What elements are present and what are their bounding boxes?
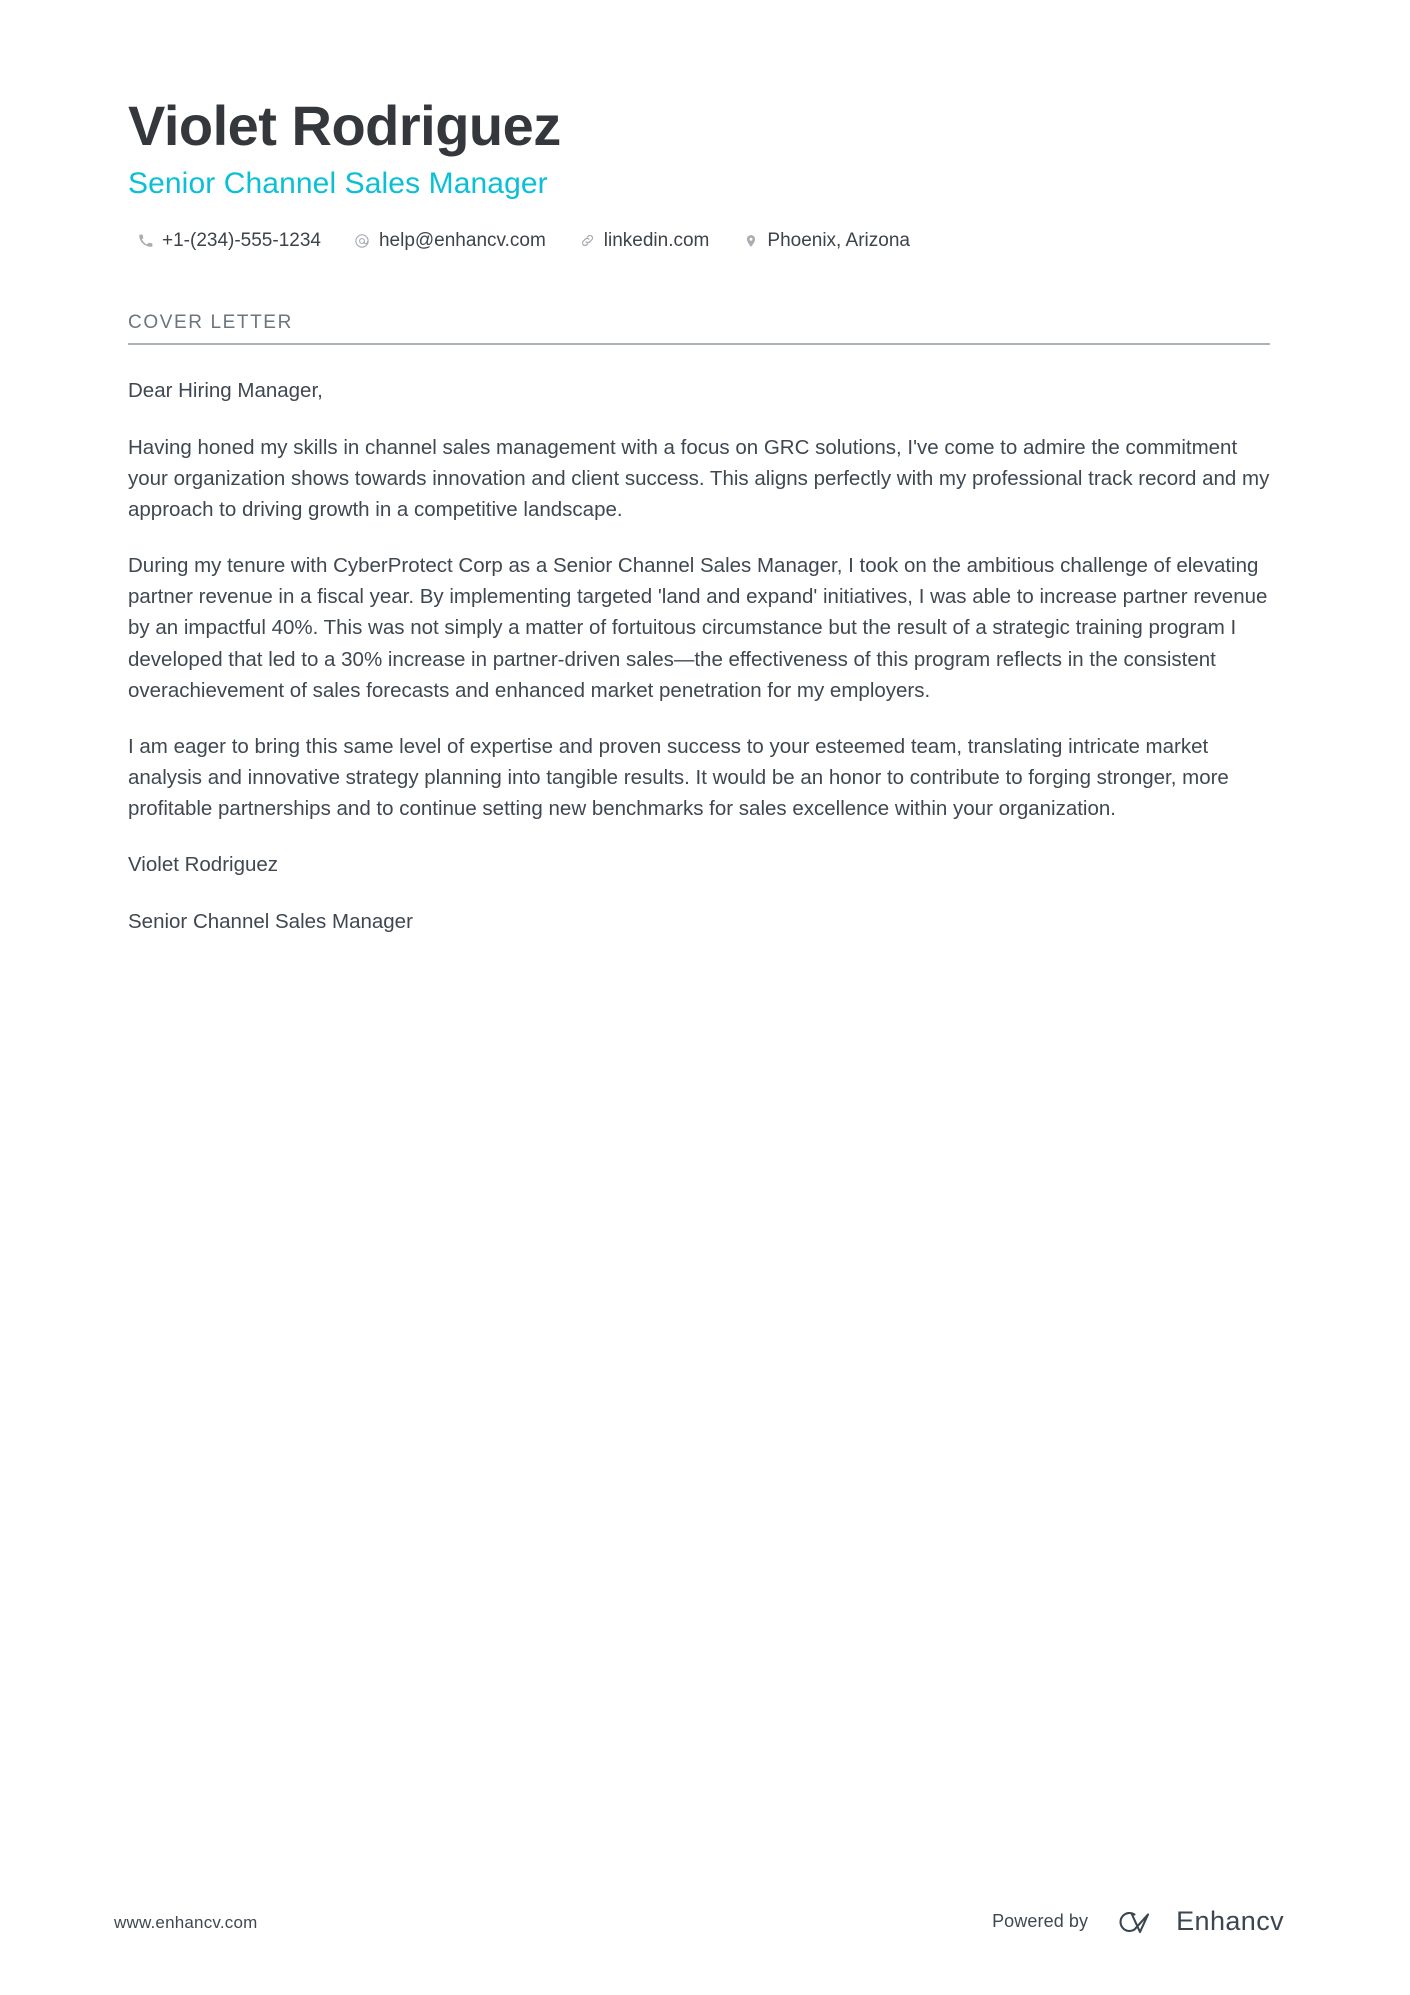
applicant-job-title: Senior Channel Sales Manager — [128, 167, 548, 201]
letter-paragraph-1: Having honed my skills in channel sales management with a focus on GRC solutions, I've come to admire the commitment your organization shows towards innovation and client success. This aligns perfectly with my professional track record and my approach to driving growth in a competitive landscape. — [128, 435, 1270, 521]
enhancv-infinity-logo-icon — [1110, 1908, 1162, 1936]
letter-paragraph-2: During my tenure with CyberProtect Corp as a Senior Channel Sales Manager, I took on the ambitious challenge of elevating partner revenue in a fiscal year. By implementing targeted 'land and expand' initiatives, I was able to increase partner revenue by an impactful 40%. This was not simply a matter of fortuitous circumstance but the result of a strategic training program I developed that led to a 30% increase in partner-driven sales—the effectiveness of this program reflects in the consistent overachievement of sales forecasts and enhanced market penetration for my employers. — [128, 554, 1268, 702]
letter-paragraph-3: I am eager to bring this same level of expertise and proven success to your esteemed team, translating intricate market analysis and innovative strategy planning into tangible results. It would be an honor to contribute to forging stronger, more profitable partnerships and to continue setting new benchmarks for sales excellence within your organization. — [128, 734, 1229, 821]
phone-icon — [136, 231, 155, 250]
contact-item-email[interactable] — [353, 231, 546, 250]
page-footer — [0, 1875, 1410, 1995]
contact-value-location: Phoenix, Arizona — [767, 230, 910, 252]
contact-details-row — [128, 231, 1270, 250]
contact-value-email: help@enhancv.com — [378, 230, 546, 252]
enhancv-brand-name: Enhancv — [1176, 1906, 1284, 1936]
contact-item-linkedin[interactable] — [578, 231, 710, 250]
letter-salutation: Dear Hiring Manager, — [128, 379, 323, 403]
location-pin-icon — [741, 231, 760, 250]
email-icon — [353, 231, 372, 250]
footer-branding — [992, 1906, 1284, 1937]
cover-letter-section — [128, 312, 1270, 936]
page-content — [128, 0, 1270, 937]
letter-signature-title: Senior Channel Sales Manager — [128, 909, 413, 933]
contact-value-linkedin: linkedin.com — [603, 230, 710, 252]
section-heading-cover-letter: COVER LETTER — [128, 312, 293, 334]
footer-website-url[interactable]: www.enhancv.com — [114, 1913, 258, 1932]
section-divider — [128, 343, 1270, 345]
link-icon — [578, 231, 597, 250]
applicant-full-name: Violet Rodriguez — [128, 94, 561, 157]
cover-letter-body — [128, 375, 1270, 936]
document-header — [128, 0, 1270, 250]
contact-item-location — [741, 231, 910, 250]
powered-by-label: Powered by — [992, 1911, 1089, 1931]
contact-item-phone[interactable] — [136, 231, 321, 250]
letter-signature-name: Violet Rodriguez — [128, 853, 279, 877]
contact-value-phone: +1-(234)-555-1234 — [162, 230, 321, 252]
